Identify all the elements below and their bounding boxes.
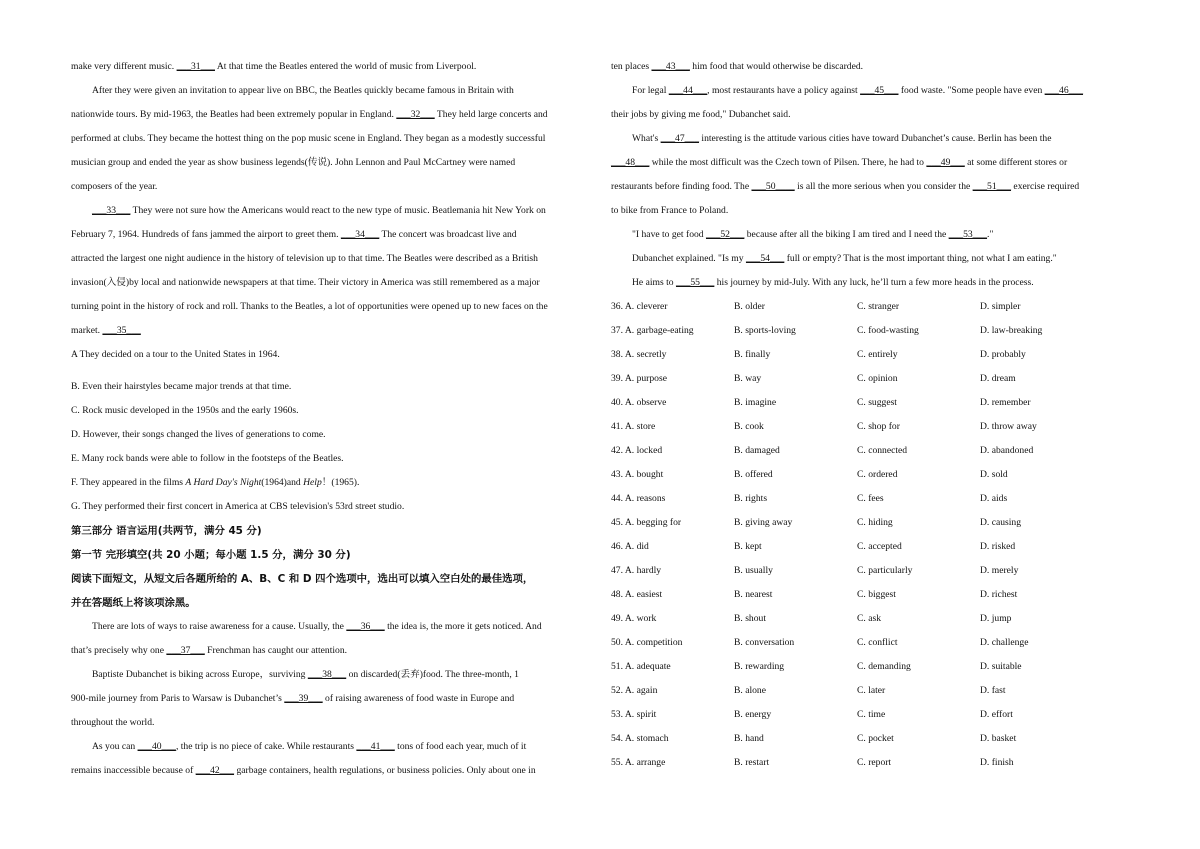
answer-choice: D. richest: [980, 589, 1018, 600]
answer-choice: D. abandoned: [980, 445, 1034, 456]
answer-choice: C. accepted: [857, 541, 902, 552]
text-run: their jobs by giving me food," Dubanchet said.: [611, 109, 791, 120]
answer-choice: D. merely: [980, 565, 1019, 576]
text-run: They were not sure how the Americans would react to the new type of music. Beatlemania hit New York on: [130, 205, 546, 216]
heading-line: 第一节 完形填空(共 20 小题；每小题 1.5 分，满分 30 分): [71, 549, 351, 561]
answer-blank: ___49___: [926, 157, 965, 168]
text-line: [611, 154, 1131, 178]
heading-line: 并在答题纸上将该项涂黑。: [71, 597, 196, 609]
text-line: [611, 202, 1131, 226]
option-line: [71, 450, 591, 474]
text-run: There are lots of ways to raise awareness for a cause. Usually, the: [92, 621, 347, 632]
answer-choice: B. imagine: [734, 397, 777, 408]
answer-row: [611, 682, 1131, 706]
text-run: Help: [303, 477, 322, 488]
answer-choice: B. hand: [734, 733, 764, 744]
text-line: [71, 130, 591, 154]
answer-blank: ___31___: [176, 61, 215, 72]
text-run: because after all the biking I am tired and I need the: [744, 229, 949, 240]
answer-row: [611, 610, 1131, 634]
text-run: market.: [71, 325, 103, 336]
answer-row: [611, 562, 1131, 586]
answer-choice: D. aids: [980, 493, 1008, 504]
answer-choice: D. fast: [980, 685, 1006, 696]
answer-choice: C. report: [857, 757, 892, 768]
text-run: "I have to get food: [632, 229, 706, 240]
answer-blank: ___50____: [751, 181, 795, 192]
answer-choice: 51. A. adequate: [611, 661, 671, 672]
left-column: [71, 58, 591, 786]
text-line: [71, 298, 591, 322]
answer-choice: B. kept: [734, 541, 762, 552]
text-line: [611, 226, 1131, 250]
answer-choice: D. probably: [980, 349, 1026, 360]
option-line: [71, 426, 591, 450]
text-run: musician group and ended the year as show business legends(传说). John Lennon and Paul McCartney were named: [71, 157, 516, 168]
answer-choice: B. sports-loving: [734, 325, 796, 336]
answer-choice: C. time: [857, 709, 886, 720]
answer-choice: D. effort: [980, 709, 1013, 720]
answer-blank: ___40___: [137, 741, 176, 752]
answer-choice: D. remember: [980, 397, 1031, 408]
answer-blank: ___54___: [745, 253, 785, 264]
answer-choice: C. ordered: [857, 469, 898, 480]
answer-row: [611, 370, 1131, 394]
answer-row: [611, 442, 1131, 466]
text-run: (1964)and: [261, 477, 304, 488]
answer-choice: 44. A. reasons: [611, 493, 666, 504]
text-line: [71, 322, 591, 346]
text-run: restaurants before finding food. The: [611, 181, 752, 192]
answer-blank: ___41___: [356, 741, 395, 752]
answer-choice: B. giving away: [734, 517, 793, 528]
text-run: him food that would otherwise be discarded.: [689, 61, 864, 72]
text-run: E. Many rock bands were able to follow in the footsteps of the Beatles.: [71, 453, 344, 464]
answer-choice: D. dream: [980, 373, 1016, 384]
text-run: They held large concerts and: [434, 109, 548, 120]
answer-choice: D. basket: [980, 733, 1017, 744]
seven-choice-options: [71, 378, 591, 522]
answer-blank: ___53___: [948, 229, 988, 240]
answer-choice: D. jump: [980, 613, 1012, 624]
answer-blank: ___45___: [860, 85, 899, 96]
answer-blank: ___42___: [195, 765, 235, 776]
text-run: remains inaccessible because of: [71, 765, 196, 776]
option-line: [71, 402, 591, 426]
answer-blank: ___38___: [307, 669, 347, 680]
answer-choice: B. conversation: [734, 637, 795, 648]
text-run: composers of the year.: [71, 181, 158, 192]
answer-blank: ___37___: [166, 645, 205, 656]
text-run: Frenchman has caught our attention.: [204, 645, 348, 656]
heading-line: 第三部分 语言运用(共两节，满分 45 分): [71, 525, 262, 537]
answer-row: [611, 418, 1131, 442]
answer-blank: ___33___: [92, 205, 131, 216]
answer-row: [611, 730, 1131, 754]
text-run: What's: [632, 133, 661, 144]
text-run: At that time the Beatles entered the world of music from Liverpool.: [214, 61, 477, 72]
text-run: the idea is, the more it gets noticed. And: [384, 621, 542, 632]
text-line: [71, 154, 591, 178]
answer-row: [611, 514, 1131, 538]
text-line: [611, 274, 1131, 298]
answer-choice: C. biggest: [857, 589, 896, 600]
answer-choice: C. opinion: [857, 373, 898, 384]
answer-choice: B. alone: [734, 685, 766, 696]
text-run: 900-mile journey from Paris to Warsaw is Dubanchet’s: [71, 693, 285, 704]
answer-choice: B. usually: [734, 565, 773, 576]
answer-choice: 55. A. arrange: [611, 757, 666, 768]
text-run: A They decided on a tour to the United States in 1964.: [71, 349, 280, 360]
answer-row: [611, 658, 1131, 682]
heading-line: 阅读下面短文，从短文后各题所给的 A、B、C 和 D 四个选项中，选出可以填入空白处的最佳选项，: [71, 573, 534, 585]
cloze-passage: [71, 618, 591, 786]
answer-blank: ___44___: [668, 85, 708, 96]
answer-blank: ___32___: [396, 109, 435, 120]
answer-choice: D. simpler: [980, 301, 1021, 312]
text-run: food waste. "Some people have even: [898, 85, 1045, 96]
text-run: A Hard Day's Night: [185, 477, 262, 488]
answer-row: [611, 466, 1131, 490]
answer-choice: C. conflict: [857, 637, 898, 648]
text-line: [71, 738, 591, 762]
answer-choice: D. finish: [980, 757, 1014, 768]
answer-blank: ___52___: [705, 229, 745, 240]
text-run: attracted the largest one night audience in the history of television up to that time. The Beatles were described as a British: [71, 253, 538, 264]
answer-blank: ___55___: [675, 277, 715, 288]
answer-choice: D. challenge: [980, 637, 1029, 648]
text-run: performed at clubs. They became the hottest thing on the pop music scene in England. They began as a modestly successful: [71, 133, 546, 144]
answer-choice: C. later: [857, 685, 886, 696]
answer-choice: 52. A. again: [611, 685, 658, 696]
text-line: [71, 346, 591, 370]
answer-choice: 54. A. stomach: [611, 733, 669, 744]
text-run: of raising awareness of food waste in Europe and: [322, 693, 515, 704]
answer-choice: B. nearest: [734, 589, 773, 600]
text-run: , most restaurants have a policy against: [707, 85, 861, 96]
text-run: nationwide tours. By mid-1963, the Beatles had been extremely popular in England.: [71, 109, 397, 120]
answer-choice: B. rewarding: [734, 661, 785, 672]
text-line: [611, 82, 1131, 106]
text-run: D. However, their songs changed the lives of generations to come.: [71, 429, 326, 440]
text-line: [71, 58, 591, 82]
answer-row: [611, 538, 1131, 562]
answer-choice: C. ask: [857, 613, 881, 624]
text-line: [611, 106, 1131, 130]
answer-row: [611, 634, 1131, 658]
answer-choice: B. restart: [734, 757, 770, 768]
text-run: to bike from France to Poland.: [611, 205, 729, 216]
text-run: Baptiste Dubanchet is biking across Europe，surviving: [92, 669, 308, 680]
text-line: [611, 250, 1131, 274]
answer-choice: D. law-breaking: [980, 325, 1043, 336]
text-run: B. Even their hairstyles became major trends at that time.: [71, 381, 292, 392]
answer-choice: C. entirely: [857, 349, 898, 360]
option-line: [71, 474, 591, 498]
answer-choice: D. sold: [980, 469, 1008, 480]
reading-passage-b: [71, 58, 591, 370]
text-run: C. Rock music developed in the 1950s and the early 1960s.: [71, 405, 299, 416]
answer-row: [611, 298, 1131, 322]
answer-choice: B. offered: [734, 469, 773, 480]
answer-choice: 43. A. bought: [611, 469, 664, 480]
right-column: [611, 58, 1131, 778]
answer-choice: 46. A. did: [611, 541, 649, 552]
text-run: that’s precisely why one: [71, 645, 167, 656]
answer-blank: ___34___: [340, 229, 380, 240]
answer-choice: C. hiding: [857, 517, 893, 528]
cloze-answer-options: [611, 298, 1131, 778]
text-line: [71, 714, 591, 738]
text-run: ten places: [611, 61, 652, 72]
answer-choice: B. rights: [734, 493, 768, 504]
answer-row: [611, 346, 1131, 370]
answer-choice: C. pocket: [857, 733, 894, 744]
text-run: at some different stores or: [964, 157, 1068, 168]
cloze-passage-continued: [611, 58, 1131, 298]
text-run: turning point in the history of rock and roll. Thanks to the Beatles, a lot of opportunities were opened up to new faces on the: [71, 301, 548, 312]
section-heading: [71, 522, 591, 618]
text-run: is all the more serious when you consider the: [794, 181, 973, 192]
text-run: Dubanchet explained. "Is my: [632, 253, 746, 264]
text-line: [71, 690, 591, 714]
text-line: [71, 666, 591, 690]
text-run: exercise required: [1011, 181, 1080, 192]
answer-choice: B. damaged: [734, 445, 780, 456]
answer-choice: B. shout: [734, 613, 766, 624]
answer-blank: ___36___: [346, 621, 385, 632]
answer-row: [611, 490, 1131, 514]
answer-choice: C. connected: [857, 445, 908, 456]
text-run: February 7, 1964. Hundreds of fans jammed the airport to greet them.: [71, 229, 341, 240]
answer-choice: C. suggest: [857, 397, 897, 408]
answer-choice: 48. A. easiest: [611, 589, 663, 600]
text-line: [71, 106, 591, 130]
text-line: [71, 226, 591, 250]
answer-blank: ___48___: [611, 157, 650, 168]
text-run: After they were given an invitation to appear live on BBC, the Beatles quickly became famous in Britain with: [92, 85, 514, 96]
answer-choice: C. fees: [857, 493, 884, 504]
text-run: garbage containers, health regulations, or business policies. Only about one in: [234, 765, 536, 776]
text-line: [611, 130, 1131, 154]
answer-choice: 50. A. competition: [611, 637, 683, 648]
answer-choice: B. way: [734, 373, 762, 384]
answer-blank: ___39___: [284, 693, 323, 704]
text-run: He aims to: [632, 277, 676, 288]
answer-choice: D. suitable: [980, 661, 1022, 672]
option-line: [71, 498, 591, 522]
text-run: interesting is the attitude various cities have toward Dubanchet’s cause. Berlin has been the: [699, 133, 1052, 144]
text-run: For legal: [632, 85, 669, 96]
answer-choice: B. cook: [734, 421, 764, 432]
text-run: tons of food each year, much of it: [394, 741, 527, 752]
text-run: invasion(入侵)by local and nationwide newspapers at that time. Their victory in America was still remembered as a major: [71, 277, 540, 288]
text-run: make very different music.: [71, 61, 177, 72]
text-run: his journey by mid-July. With any luck, he’ll turn a few more heads in the process.: [714, 277, 1034, 288]
text-line: [71, 762, 591, 786]
answer-choice: 47. A. hardly: [611, 565, 662, 576]
text-run: on discarded(丢弃)food. The three-month, 1: [346, 669, 519, 680]
spacer: [71, 370, 591, 378]
text-line: [71, 202, 591, 226]
text-run: while the most difficult was the Czech town of Pilsen. There, he had to: [649, 157, 927, 168]
text-line: [71, 642, 591, 666]
answer-choice: C. food-wasting: [857, 325, 919, 336]
answer-choice: 36. A. cleverer: [611, 301, 668, 312]
answer-choice: C. shop for: [857, 421, 900, 432]
answer-choice: C. demanding: [857, 661, 911, 672]
answer-blank: ___46___: [1044, 85, 1084, 96]
text-line: [71, 274, 591, 298]
text-line: [71, 250, 591, 274]
answer-choice: D. risked: [980, 541, 1016, 552]
text-line: [71, 178, 591, 202]
text-run: F. They appeared in the films: [71, 477, 186, 488]
answer-row: [611, 754, 1131, 778]
answer-choice: 38. A. secretly: [611, 349, 667, 360]
text-line: [611, 178, 1131, 202]
answer-choice: 49. A. work: [611, 613, 657, 624]
text-run: ！(1965).: [321, 477, 360, 488]
answer-choice: 40. A. observe: [611, 397, 667, 408]
answer-row: [611, 394, 1131, 418]
text-line: [611, 58, 1131, 82]
text-run: G. They performed their first concert in America at CBS television's 53rd street studio.: [71, 501, 405, 512]
answer-choice: 37. A. garbage-eating: [611, 325, 694, 336]
answer-blank: ___51___: [972, 181, 1012, 192]
answer-row: [611, 706, 1131, 730]
answer-choice: 53. A. spirit: [611, 709, 657, 720]
answer-choice: 42. A. locked: [611, 445, 663, 456]
answer-choice: B. energy: [734, 709, 772, 720]
text-run: As you can: [92, 741, 138, 752]
text-run: The concert was broadcast live and: [379, 229, 517, 240]
answer-choice: 45. A. begging for: [611, 517, 682, 528]
answer-choice: D. causing: [980, 517, 1022, 528]
text-line: [71, 82, 591, 106]
text-run: full or empty? That is the most important thing, not what I am eating.": [784, 253, 1057, 264]
text-run: throughout the world.: [71, 717, 155, 728]
answer-choice: B. finally: [734, 349, 771, 360]
answer-blank: ___47___: [660, 133, 700, 144]
answer-blank: ___35___: [102, 325, 141, 336]
text-run: , the trip is no piece of cake. While restaurants: [175, 741, 357, 752]
answer-choice: B. older: [734, 301, 765, 312]
option-line: [71, 378, 591, 402]
answer-choice: C. particularly: [857, 565, 913, 576]
answer-row: [611, 586, 1131, 610]
answer-choice: C. stranger: [857, 301, 900, 312]
answer-row: [611, 322, 1131, 346]
answer-blank: ___43___: [651, 61, 690, 72]
answer-choice: 39. A. purpose: [611, 373, 667, 384]
answer-choice: D. throw away: [980, 421, 1037, 432]
text-line: [71, 618, 591, 642]
answer-choice: 41. A. store: [611, 421, 656, 432]
text-run: .": [987, 229, 994, 240]
